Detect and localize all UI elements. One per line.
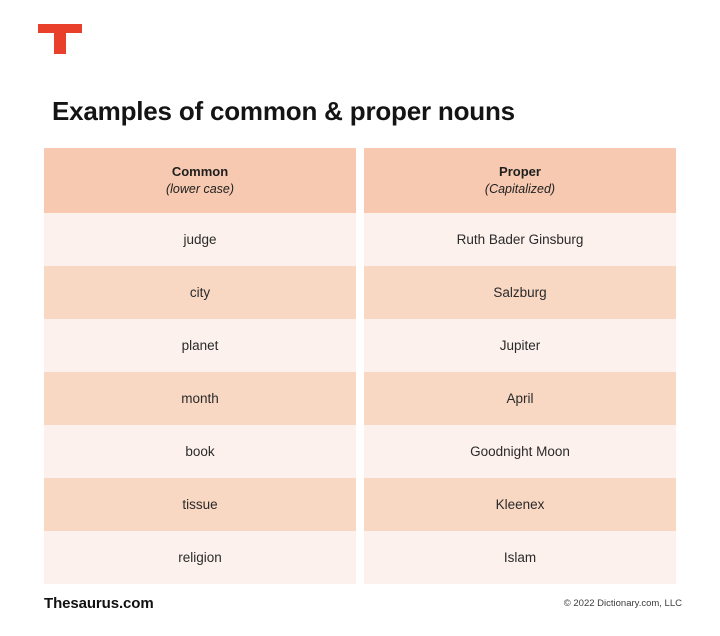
- cell-proper: Jupiter: [364, 319, 676, 372]
- table-row: [44, 319, 676, 372]
- page-title: Examples of common & proper nouns: [52, 96, 515, 126]
- table-row: [44, 531, 676, 584]
- table-header-proper-sub: (Capitalized): [484, 181, 556, 196]
- table-row: [44, 213, 676, 266]
- table-row: [44, 372, 676, 425]
- table-header-common-sub: (lower case): [165, 181, 235, 196]
- table-row: [44, 478, 676, 531]
- thesaurus-t-logo-icon: [36, 22, 84, 56]
- cell-common: judge: [44, 213, 356, 266]
- cell-proper: April: [364, 372, 676, 425]
- table-row: [44, 266, 676, 319]
- cell-proper: Islam: [364, 531, 676, 584]
- nouns-table: [44, 148, 676, 584]
- brand-wordmark: Thesaurus.com: [44, 595, 154, 612]
- cell-proper: Ruth Bader Ginsburg: [364, 213, 676, 266]
- cell-common: month: [44, 372, 356, 425]
- cell-proper: Kleenex: [364, 478, 676, 531]
- cell-common: city: [44, 266, 356, 319]
- cell-proper: Salzburg: [364, 266, 676, 319]
- cell-common: planet: [44, 319, 356, 372]
- copyright-text: © 2022 Dictionary.com, LLC: [563, 598, 682, 609]
- cell-proper: Goodnight Moon: [364, 425, 676, 478]
- table-header-proper-main: Proper: [499, 164, 541, 180]
- cell-common: religion: [44, 531, 356, 584]
- table-header-common-main: Common: [171, 164, 229, 180]
- cell-common: tissue: [44, 478, 356, 531]
- footer: [44, 595, 682, 612]
- table-header-proper: [364, 148, 676, 213]
- table-header-common: [44, 148, 356, 213]
- cell-common: book: [44, 425, 356, 478]
- table-row: [44, 425, 676, 478]
- table-header-row: [44, 148, 676, 213]
